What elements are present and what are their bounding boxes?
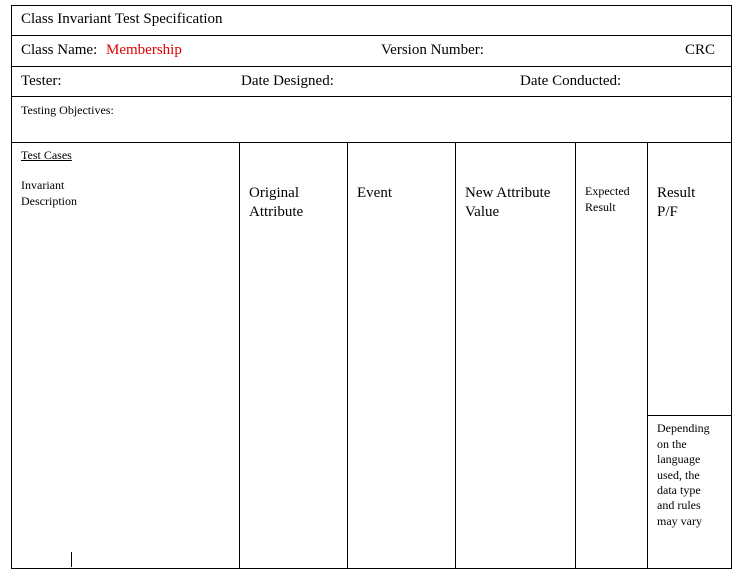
result-header-line1: Result xyxy=(657,185,696,201)
column-divider-2 xyxy=(347,142,348,569)
note-line: may vary xyxy=(657,514,702,528)
invariant-label-line1: Invariant xyxy=(21,178,65,192)
date-conducted-label: Date Conducted: xyxy=(520,73,622,89)
original-attribute-header-line2: Attribute xyxy=(249,204,304,220)
note-line: used, the xyxy=(657,468,700,482)
text-cursor xyxy=(71,552,72,567)
expected-result-header-line2: Result xyxy=(585,200,616,214)
column-divider-5 xyxy=(647,142,648,569)
note-line: Depending xyxy=(657,421,710,435)
note-line: data type xyxy=(657,483,701,497)
column-divider-3 xyxy=(455,142,456,569)
invariant-label-line2: Description xyxy=(21,194,77,208)
event-header: Event xyxy=(357,185,392,201)
result-header-line2: P/F xyxy=(657,204,678,220)
note-line: and rules xyxy=(657,498,701,512)
tester-label: Tester: xyxy=(21,73,62,89)
row-divider-objectives xyxy=(11,142,732,143)
spec-form-frame xyxy=(11,5,732,569)
form-title: Class Invariant Test Specification xyxy=(21,11,223,27)
column-divider-1 xyxy=(239,142,240,569)
note-line: on the xyxy=(657,437,687,451)
date-designed-label: Date Designed: xyxy=(241,73,334,89)
testing-objectives-label: Testing Objectives: xyxy=(21,103,114,117)
version-number-label: Version Number: xyxy=(381,42,484,58)
note-line: language xyxy=(657,452,701,466)
crc-label: CRC xyxy=(685,42,716,58)
result-note-divider xyxy=(647,415,732,416)
class-name-value[interactable]: Membership xyxy=(106,42,182,58)
column-divider-4 xyxy=(575,142,576,569)
new-attribute-header-line2: Value xyxy=(465,204,500,220)
row-divider-title xyxy=(11,35,732,36)
test-cases-heading: Test Cases xyxy=(21,148,72,162)
new-attribute-header-line1: New Attribute xyxy=(465,185,551,201)
original-attribute-header-line1: Original xyxy=(249,185,299,201)
row-divider-tester xyxy=(11,96,732,97)
row-divider-class xyxy=(11,66,732,67)
expected-result-header-line1: Expected xyxy=(585,184,630,198)
class-name-label: Class Name: xyxy=(21,42,98,58)
